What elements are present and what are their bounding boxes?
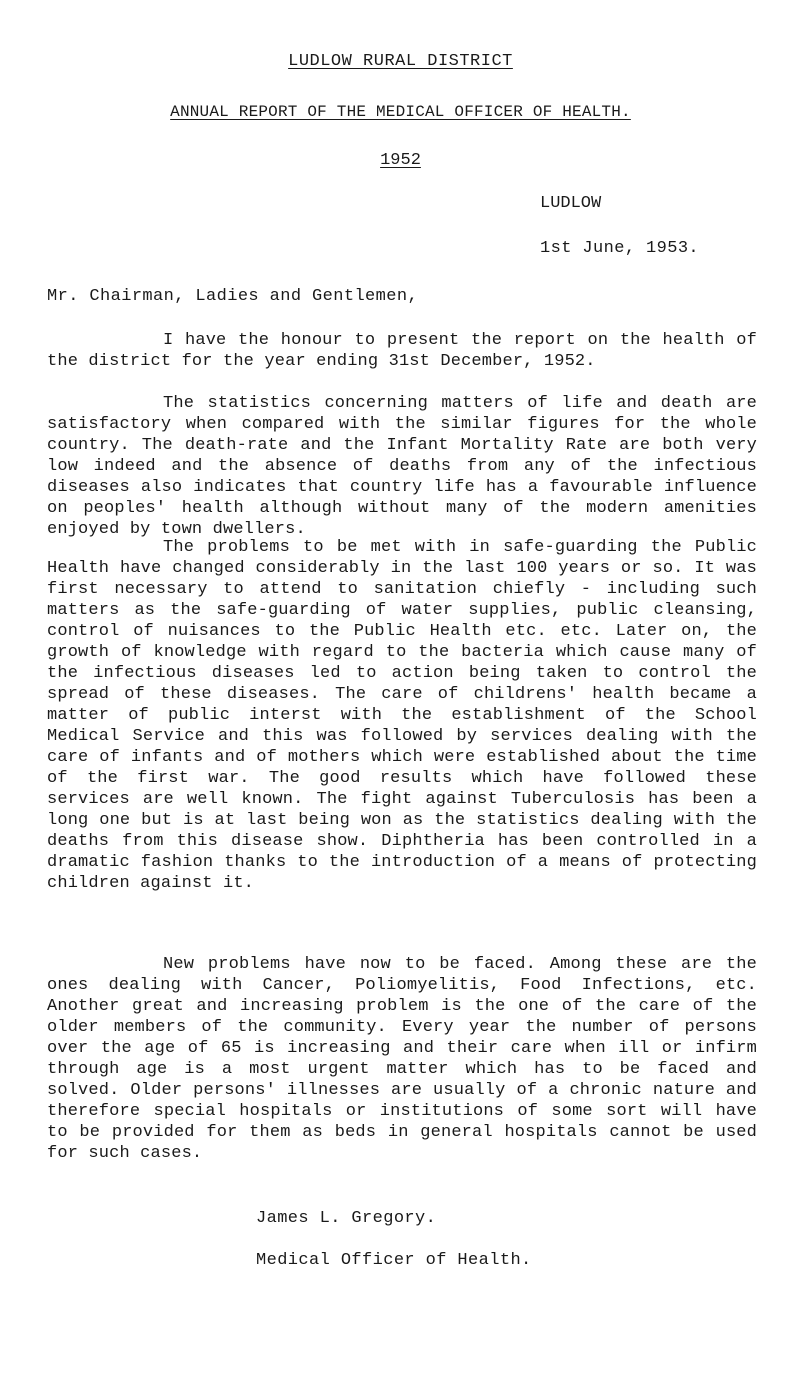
report-year: 1952: [380, 151, 421, 170]
dateline-place: LUDLOW: [540, 194, 602, 213]
signature-title: Medical Officer of Health.: [256, 1251, 532, 1270]
district-heading: LUDLOW RURAL DISTRICT: [288, 52, 513, 71]
dateline-date: 1st June, 1953.: [540, 239, 700, 258]
paragraph-public-health-history: The problems to be met with in safe-guarding the Public Health have changed considerably in the last 100 years or so. It was first necessary to attend to sanitation chiefly - including such matters as the safe-guarding of water supplies, public cleansing, control of nuisances to the Public Health etc. etc. Later on, the growth of knowledge with regard to the bacteria which cause many of the infectious diseases led to action being taken to control the spread of these diseases. The care of childrens' health became a matter of public interst with the establishment of the School Medical Service and this was followed by services dealing with the care of infants and of mothers which were established about the time of the first war. The good results which have followed these services are well known. The fight against Tuberculosis has been a long one but is at last being won as the statistics dealing with the deaths from this disease show. Diphtheria has been controlled in a dramatic fashion thanks to the introduction of a means of protecting children against it.: [47, 538, 757, 893]
paragraph-intro: I have the honour to present the report on the health of the district for the year ending 31st December, 1952.: [47, 331, 757, 371]
signature-name: James L. Gregory.: [256, 1209, 437, 1228]
paragraph-statistics: The statistics concerning matters of life and death are satisfactory when compared with the similar figures for the whole country. The death-rate and the Infant Mortality Rate are both very low indeed and the absence of deaths from any of the infectious diseases also indicates that country life has a favourable influence on peoples' health although without many of the modern amenities enjoyed by town dwellers.: [47, 394, 757, 539]
paragraph-new-problems: New problems have now to be faced. Among these are the ones dealing with Cancer, Poliomyelitis, Food Infections, etc. Another great and increasing problem is the one of the care of the older members of the community. Every year the number of persons over the age of 65 is increasing and their care when ill or infirm through age is a most urgent matter which has to be faced and solved. Older persons' illnesses are usually of a chronic nature and therefore special hospitals or institutions of some sort will have to be provided for them as beds in general hospitals cannot be used for such cases.: [47, 955, 757, 1163]
salutation: Mr. Chairman, Ladies and Gentlemen,: [47, 287, 419, 306]
report-title: ANNUAL REPORT OF THE MEDICAL OFFICER OF HEALTH.: [170, 103, 631, 121]
